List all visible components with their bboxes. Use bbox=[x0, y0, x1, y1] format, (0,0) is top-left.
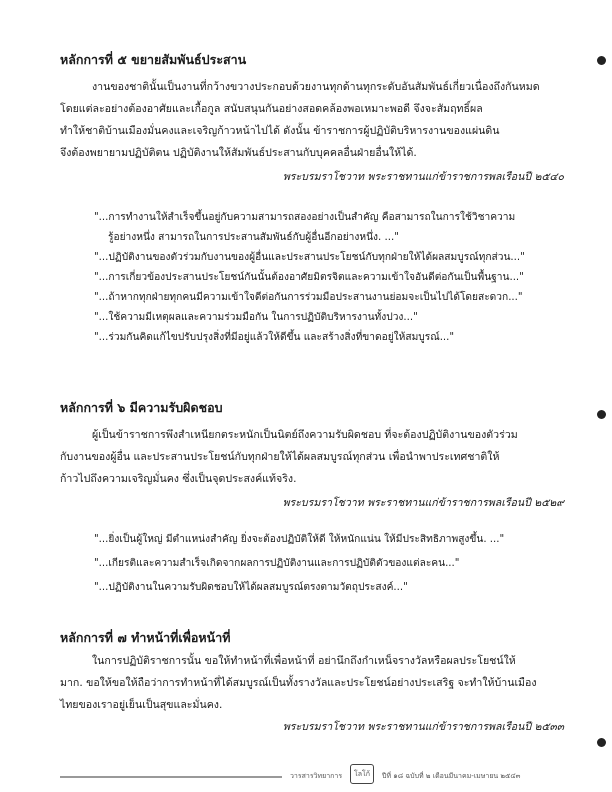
quote-item: "...การทำงานให้สำเร็จขึ้นอยู่กับความสามารถสองอย่างเป็นสำคัญ คือสามารถในการใช้วิชาความ bbox=[94, 212, 516, 223]
section-heading: หลักการที่ ๗ ทำหน้าที่เพื่อหน้าที่ bbox=[60, 630, 231, 645]
quote-item: "...ถ้าหากทุกฝ่ายทุกคนมีความเข้าใจดีต่อกันการร่วมมือประสานงานย่อมจะเป็นไปได้โดยสะดวก..." bbox=[94, 292, 523, 303]
quote-item: "...ปฏิบัติงานของตัวร่วมกับงานของผู้อื่นและประสานประโยชน์กับทุกฝ่ายให้ได้ผลสมบูรณ์ทุกส่วน..." bbox=[94, 252, 525, 263]
attribution: พระบรมราโชวาท พระราชทานแก่ข้าราชการพลเรือนปี ๒๕๒๙ bbox=[282, 497, 564, 509]
paragraph-line: ทำให้ชาติบ้านเมืองมั่นคงและเจริญก้าวหน้าไปได้ ดังนั้น ข้าราชการผู้ปฏิบัติบริหารงานของแผ่นดิน bbox=[60, 125, 500, 137]
section-paragraph bbox=[60, 424, 518, 490]
quote-list bbox=[94, 528, 504, 600]
binder-hole-icon bbox=[597, 56, 606, 65]
section-paragraph bbox=[60, 76, 540, 164]
attribution: พระบรมราโชวาท พระราชทานแก่ข้าราชการพลเรือนปี ๒๕๔๐ bbox=[282, 171, 564, 183]
section-heading: หลักการที่ ๕ ขยายสัมพันธ์ประสาน bbox=[60, 52, 247, 67]
binder-hole-icon bbox=[597, 738, 606, 747]
paragraph-line: โดยแต่ละอย่างต้องอาศัยและเกื้อกูล สนับสนุนกันอย่างสอดคล้องพอเหมาะพอดี จึงจะสัมฤทธิ์ผล bbox=[60, 103, 483, 115]
quote-item: "...การเกี่ยวข้องประสานประโยชน์กันนั้นต้องอาศัยมิตรจิตและความเข้าใจอันดีต่อกันเป็นพื้นฐาน..." bbox=[94, 272, 524, 283]
paragraph-line: งานของชาตินั้นเป็นงานที่กว้างขวางประกอบด้วยงานทุกด้านทุกระดับอันสัมพันธ์เกี่ยวเนื่องถึงกันหมด bbox=[92, 81, 540, 93]
footer-divider bbox=[60, 776, 282, 778]
quote-item: "...ปฏิบัติงานในความรับผิดชอบให้ได้ผลสมบูรณ์ตรงตามวัตถุประสงค์..." bbox=[94, 582, 408, 593]
paragraph-line: ในการปฏิบัติราชการนั้น ขอให้ทำหน้าที่เพื่อหน้าที่ อย่านึกถึงกำเหน็จรางวัลหรือผลประโยชน์ให้ bbox=[92, 655, 516, 667]
quote-item: รู้อย่างหนึ่ง สามารถในการประสานสัมพันธ์กับผู้อื่นอีกอย่างหนึ่ง. ..." bbox=[108, 232, 399, 243]
attribution: พระบรมราโชวาท พระราชทานแก่ข้าราชการพลเรือนปี ๒๕๓๓ bbox=[282, 721, 564, 733]
paragraph-line: มาก. ขอให้ขอให้ถือว่าการทำหน้าที่ได้สมบูรณ์เป็นทั้งรางวัลและประโยชน์อย่างประเสริฐ จะทำให้บ้านเมือง bbox=[60, 677, 537, 689]
section-paragraph bbox=[60, 650, 537, 716]
journal-logo-icon: โลโก้ bbox=[350, 764, 374, 784]
footer-issue-info: ปีที่ ๑๘ ฉบับที่ ๒ เดือนมีนาคม-เมษายน ๒๕๔๓ bbox=[382, 772, 521, 780]
paragraph-line: ผู้เป็นข้าราชการพึงสำเหนียกตระหนักเป็นนิตย์ถึงความรับผิดชอบ ที่จะต้องปฏิบัติงานของตัวร่วม bbox=[92, 429, 518, 441]
quote-item: "...ยิ่งเป็นผู้ใหญ่ มีตำแหน่งสำคัญ ยิ่งจะต้องปฏิบัติให้ดี ให้หนักแน่น ให้มีประสิทธิภาพสูงขึ้น. ..." bbox=[94, 534, 505, 545]
quote-item: "...เกียรติและความสำเร็จเกิดจากผลการปฏิบัติงานและการปฏิบัติตัวของแต่ละคน..." bbox=[94, 558, 460, 569]
paragraph-line: กับงานของผู้อื่น และประสานประโยชน์กับทุกฝ่ายให้ได้ผลสมบูรณ์ทุกส่วน เพื่อนำพาประเทศชาติให้ bbox=[60, 451, 500, 463]
paragraph-line: ไทยของเราอยู่เย็นเป็นสุขและมั่นคง. bbox=[60, 699, 223, 711]
quote-list bbox=[94, 208, 525, 348]
quote-item: "...ร่วมกันคิดแก้ไขปรับปรุงสิ่งที่มีอยู่แล้วให้ดีขึ้น และสร้างสิ่งที่ขาดอยู่ให้สมบูรณ์..." bbox=[94, 332, 455, 343]
binder-hole-icon bbox=[597, 410, 606, 419]
quote-item: "...ใช้ความมีเหตุผลและความร่วมมือกัน ในการปฏิบัติบริหารงานทั้งปวง..." bbox=[94, 312, 418, 323]
paragraph-line: จึงต้องพยายามปฏิบัติตน ปฏิบัติงานให้สัมพันธ์ประสานกับบุคคลอื่นฝ่ายอื่นให้ได้. bbox=[60, 147, 417, 159]
section-heading: หลักการที่ ๖ มีความรับผิดชอบ bbox=[60, 400, 223, 415]
footer-journal-name: วารสารวิทยาการ bbox=[290, 772, 343, 780]
page-footer bbox=[60, 770, 560, 784]
paragraph-line: ก้าวไปถึงความเจริญมั่นคง ซึ่งเป็นจุดประสงค์แท้จริง. bbox=[60, 473, 297, 485]
